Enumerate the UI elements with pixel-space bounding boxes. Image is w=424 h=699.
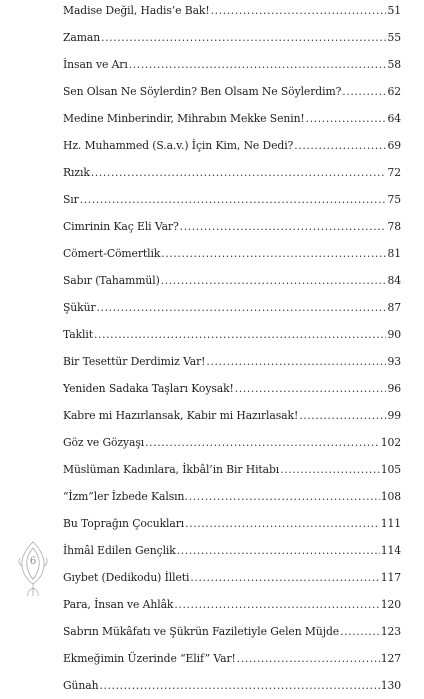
- toc-entry-page: 84: [387, 274, 401, 287]
- toc-entry-page: 64: [387, 112, 401, 125]
- toc-entry: [63, 348, 401, 375]
- dot-leader: [189, 483, 380, 510]
- toc-entry-page: 117: [380, 571, 401, 584]
- toc-entry-title: Göz ve Gözyaşı: [63, 436, 145, 449]
- dot-leader: [190, 564, 379, 591]
- toc-entry-title: Sen Olsan Ne Söylerdin? Ben Olsam Ne Söylerdim?: [63, 85, 342, 98]
- toc-entry-page: 81: [387, 247, 401, 260]
- dot-leader: [99, 672, 379, 699]
- dot-leader: [91, 159, 387, 186]
- page-number: 6: [29, 556, 37, 567]
- toc-entry-title: Günah: [63, 679, 99, 692]
- floral-ornament-icon: [16, 540, 50, 598]
- toc-entry-title: Cimrinin Kaç Eli Var?: [63, 220, 179, 233]
- dot-leader: [280, 456, 380, 483]
- toc-entry: [63, 375, 401, 402]
- toc-entry-title: Sabır (Tahammül): [63, 274, 160, 287]
- dot-leader: [101, 24, 386, 51]
- toc-entry-page: 130: [380, 679, 401, 692]
- dot-leader: [340, 618, 380, 645]
- toc-entry: [63, 645, 401, 672]
- toc-entry-page: 99: [387, 409, 401, 422]
- toc-entry-page: 90: [387, 328, 401, 341]
- toc-entry-page: 114: [380, 544, 401, 557]
- toc-entry-title: Gıybet (Dedikodu) İlleti: [63, 571, 190, 584]
- toc-entry-page: 78: [387, 220, 401, 233]
- toc-entry: [63, 267, 401, 294]
- toc-entry-title: Madise Değil, Hadis’e Bak!: [63, 4, 210, 17]
- table-of-contents: [63, 0, 401, 699]
- toc-entry: [63, 321, 401, 348]
- toc-entry-page: 93: [387, 355, 401, 368]
- toc-entry-title: Rızık: [63, 166, 90, 179]
- toc-entry: [63, 240, 401, 267]
- toc-entry-page: 51: [387, 4, 401, 17]
- toc-entry-title: “İzm”ler İzbede Kalsın.: [63, 490, 188, 503]
- toc-entry: [63, 510, 401, 537]
- toc-entry-title: İnsan ve Arı: [63, 58, 128, 71]
- dot-leader: [185, 510, 380, 537]
- toc-entry-page: 127: [380, 652, 401, 665]
- toc-entry: [63, 213, 401, 240]
- toc-entry-page: 111: [380, 517, 401, 530]
- toc-entry: [63, 24, 401, 51]
- dot-leader: [235, 375, 387, 402]
- toc-entry-title: Sır: [63, 193, 79, 206]
- toc-entry-title: Medine Minberindir, Mihrabın Mekke Senin!: [63, 112, 305, 125]
- toc-entry: [63, 672, 401, 699]
- dot-leader: [177, 537, 380, 564]
- toc-entry-title: Bir Tesettür Derdimiz Var!: [63, 355, 206, 368]
- toc-entry-title: Sabrın Mükâfatı ve Şükrün Faziletiyle Gelen Müjde: [63, 625, 340, 638]
- toc-entry-page: 69: [387, 139, 401, 152]
- dot-leader: [94, 321, 386, 348]
- dot-leader: [145, 429, 380, 456]
- toc-entry-title: Şükür: [63, 301, 96, 314]
- toc-entry-title: Yeniden Sadaka Taşları Koysak!: [63, 382, 234, 395]
- dot-leader: [342, 78, 386, 105]
- dot-leader: [206, 348, 386, 375]
- toc-entry-title: Kabre mi Hazırlansak, Kabir mi Hazırlasak!: [63, 409, 299, 422]
- toc-entry: [63, 618, 401, 645]
- toc-entry-page: 123: [380, 625, 401, 638]
- toc-entry-page: 55: [387, 31, 401, 44]
- toc-entry: [63, 0, 401, 24]
- toc-entry: [63, 591, 401, 618]
- dot-leader: [161, 240, 386, 267]
- toc-entry: [63, 537, 401, 564]
- dot-leader: [161, 267, 387, 294]
- toc-entry-page: 120: [380, 598, 401, 611]
- toc-entry-page: 62: [387, 85, 401, 98]
- toc-entry: [63, 294, 401, 321]
- toc-entry: [63, 105, 401, 132]
- dot-leader: [180, 213, 387, 240]
- toc-entry-title: Taklit: [63, 328, 93, 341]
- toc-entry: [63, 78, 401, 105]
- toc-entry: [63, 483, 401, 510]
- dot-leader: [129, 51, 387, 78]
- toc-entry-title: Zaman: [63, 31, 101, 44]
- toc-entry-title: Cömert-Cömertlik: [63, 247, 161, 260]
- toc-entry-page: 75: [387, 193, 401, 206]
- dot-leader: [237, 645, 380, 672]
- dot-leader: [299, 402, 386, 429]
- dot-leader: [306, 105, 387, 132]
- toc-entry: [63, 51, 401, 78]
- toc-entry-title: Bu Toprağın Çocukları: [63, 517, 185, 530]
- toc-entry-title: İhmâl Edilen Gençlik: [63, 544, 176, 557]
- toc-entry: [63, 186, 401, 213]
- toc-entry-page: 72: [387, 166, 401, 179]
- dot-leader: [174, 591, 379, 618]
- toc-entry-title: Hz. Muhammed (S.a.v.) İçin Kim, Ne Dedi?: [63, 139, 294, 152]
- toc-entry-page: 102: [380, 436, 401, 449]
- dot-leader: [294, 132, 386, 159]
- toc-entry: [63, 132, 401, 159]
- dot-leader: [80, 186, 387, 213]
- toc-entry-title: Ekmeğimin Üzerinde “Elif” Var!: [63, 652, 236, 665]
- toc-entry-page: 96: [387, 382, 401, 395]
- dot-leader: [97, 294, 387, 321]
- toc-entry-page: 87: [387, 301, 401, 314]
- toc-entry: [63, 402, 401, 429]
- toc-entry-title: Para, İnsan ve Ahlâk: [63, 598, 174, 611]
- toc-entry: [63, 429, 401, 456]
- toc-entry-page: 58: [387, 58, 401, 71]
- toc-entry-title: Müslüman Kadınlara, İkbâl’in Bir Hitabı: [63, 463, 280, 476]
- toc-entry: [63, 456, 401, 483]
- toc-entry: [63, 564, 401, 591]
- toc-entry-page: 105: [380, 463, 401, 476]
- toc-entry-page: 108: [380, 490, 401, 503]
- toc-entry: [63, 159, 401, 186]
- dot-leader: [211, 0, 387, 24]
